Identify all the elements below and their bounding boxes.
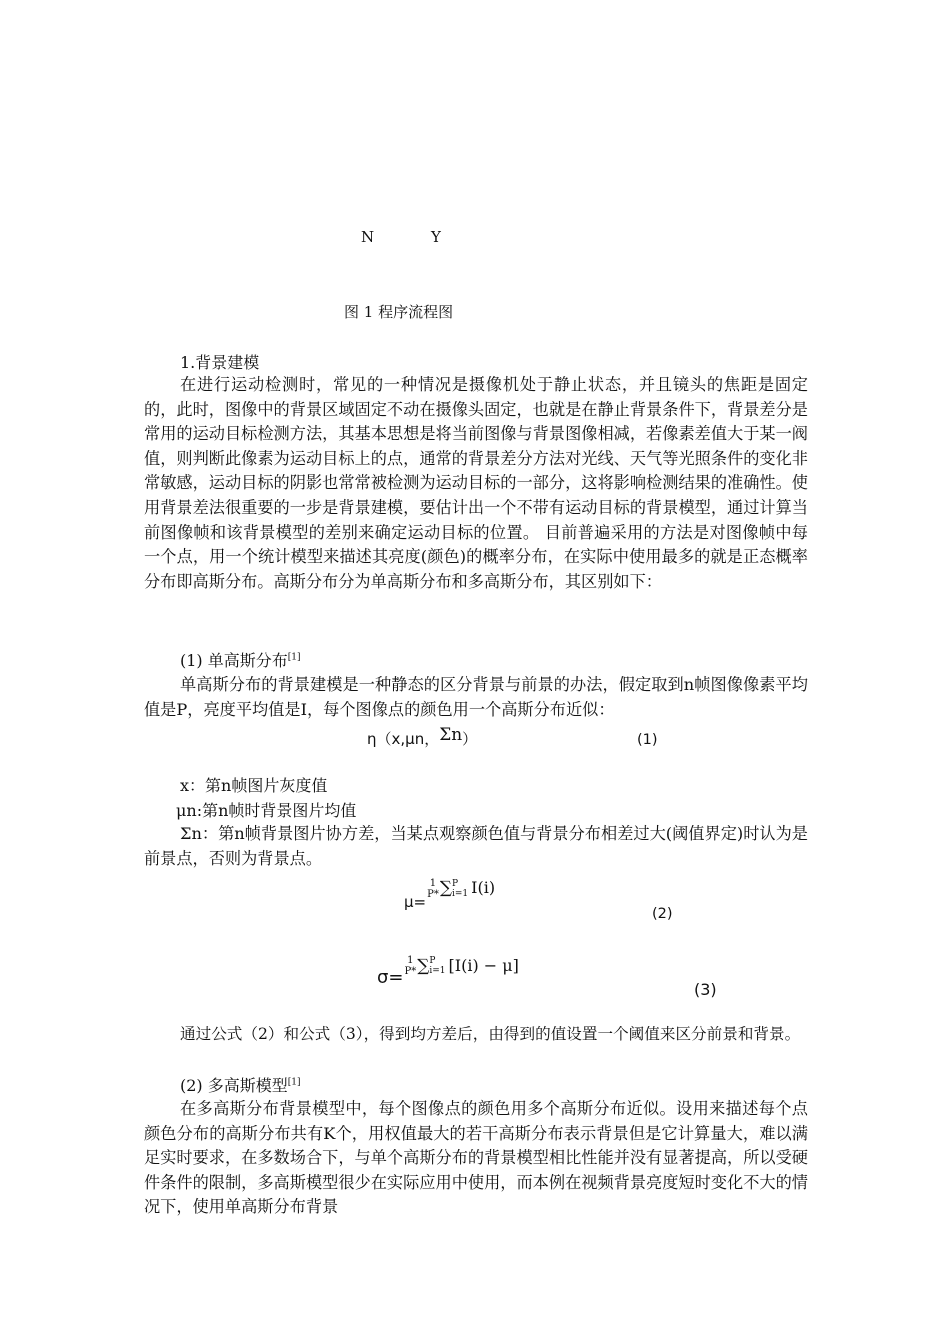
formula-1-sigma: Σn [439, 725, 463, 745]
equation-number-3: (3) [694, 980, 717, 999]
formula-3-sum: ∑ [417, 956, 430, 976]
citation-ref: [1] [287, 652, 301, 663]
formula-2-fraction: 1 P* [427, 878, 439, 900]
formula-3: σ= 1 P* ∑ P i=1 [I(i) − μ] [377, 955, 519, 988]
formula-3-lhs: σ= [377, 967, 404, 988]
formula-2: μ= 1 P* ∑ P i=1 I(i) [404, 878, 496, 911]
formula-2-body: I(i) [471, 878, 496, 897]
formula-3-body: [I(i) − μ] [448, 956, 519, 975]
paragraph-background-modeling: 在进行运动检测时，常见的一种情况是摄像机处于静止状态，并且镜头的焦距是固定的，此时，图像中的背景区域固定不动在摄像头固定，也就是在静止背景条件下，背景差分是常用的运动目标检测方法，其基本思想是将当前图像与背景图像相减，若像素差值大于某一阀值，则判断此像素为运动目标上的点，通常的背景差分方法对光线、天气等光照条件的变化非常敏感，运动目标的阴影也常常被检测为运动目标的一部分，这将影响检测结果的准确性。使用背景差法很重要的一步是背景建模，要估计出一个不带有运动目标的背景模型，通过计算当前图像帧和该背景模型的差别来确定运动目标的位置。 目前普遍采用的方法是对图像帧中每一个点，用一个统计模型来描述其亮度(颜色)的概率分布，在实际中使用最多的就是正态概率分布即高斯分布。高斯分布分为单高斯分布和多高斯分布，其区别如下： [144, 375, 808, 591]
subsection-heading-text: (1) 单高斯分布 [180, 651, 288, 670]
paragraph-after-formulas: 通过公式（2）和公式（3），得到均方差后，由得到的值设置一个阈值来区分前景和背景。 [180, 1025, 801, 1043]
definition-x: x：第n帧图片灰度值 [180, 776, 328, 795]
formula-3-fraction: 1 P* [404, 955, 417, 977]
flowchart-no-label: N [361, 228, 375, 246]
formula-2-sum: ∑ [439, 878, 452, 898]
equation-number-1: (1) [637, 732, 658, 748]
subsection-heading-text: (2) 多高斯模型 [180, 1076, 288, 1095]
figure-caption: 图 1 程序流程图 [344, 303, 454, 321]
formula-1-lead: η（x,μn， [367, 730, 440, 748]
formula-1-close: ） [462, 730, 478, 748]
formula-2-lhs: μ= [404, 893, 427, 911]
definition-sigma: Σn：第n帧背景图片协方差，当某点观察颜色值与背景分布相差过大(阈值界定)时认为是前景点，否则为背景点。 [144, 824, 808, 868]
formula-1 [367, 725, 478, 749]
section-heading-background-modeling: 1.背景建模 [180, 353, 260, 372]
paragraph-multi-gaussian: 在多高斯分布背景模型中，每个图像点的颜色用多个高斯分布近似。设用来描述每个点颜色分布的高斯分布共有K个，用权值最大的若干高斯分布表示背景但是它计算量大，难以满足实时要求，在多数场合下，与单个高斯分布的背景模型相比性能并没有显著提高，所以受硬件条件的限制，多高斯模型很少在实际应用中使用，而本例在视频背景亮度短时变化不大的情况下，使用单高斯分布背景 [144, 1099, 808, 1217]
subsection-heading-multi-gaussian [180, 1073, 301, 1096]
definition-mu: μn:第n帧时背景图片均值 [176, 801, 357, 820]
flowchart-yes-label: Y [431, 228, 441, 246]
subsection-heading-single-gaussian [180, 648, 301, 671]
equation-number-2: (2) [652, 906, 673, 922]
paragraph-single-gaussian: 单高斯分布的背景建模是一种静态的区分背景与前景的办法，假定取到n帧图像像素平均值是P，亮度平均值是I，每个图像点的颜色用一个高斯分布近似： [144, 675, 808, 719]
citation-ref: [1] [287, 1077, 301, 1088]
